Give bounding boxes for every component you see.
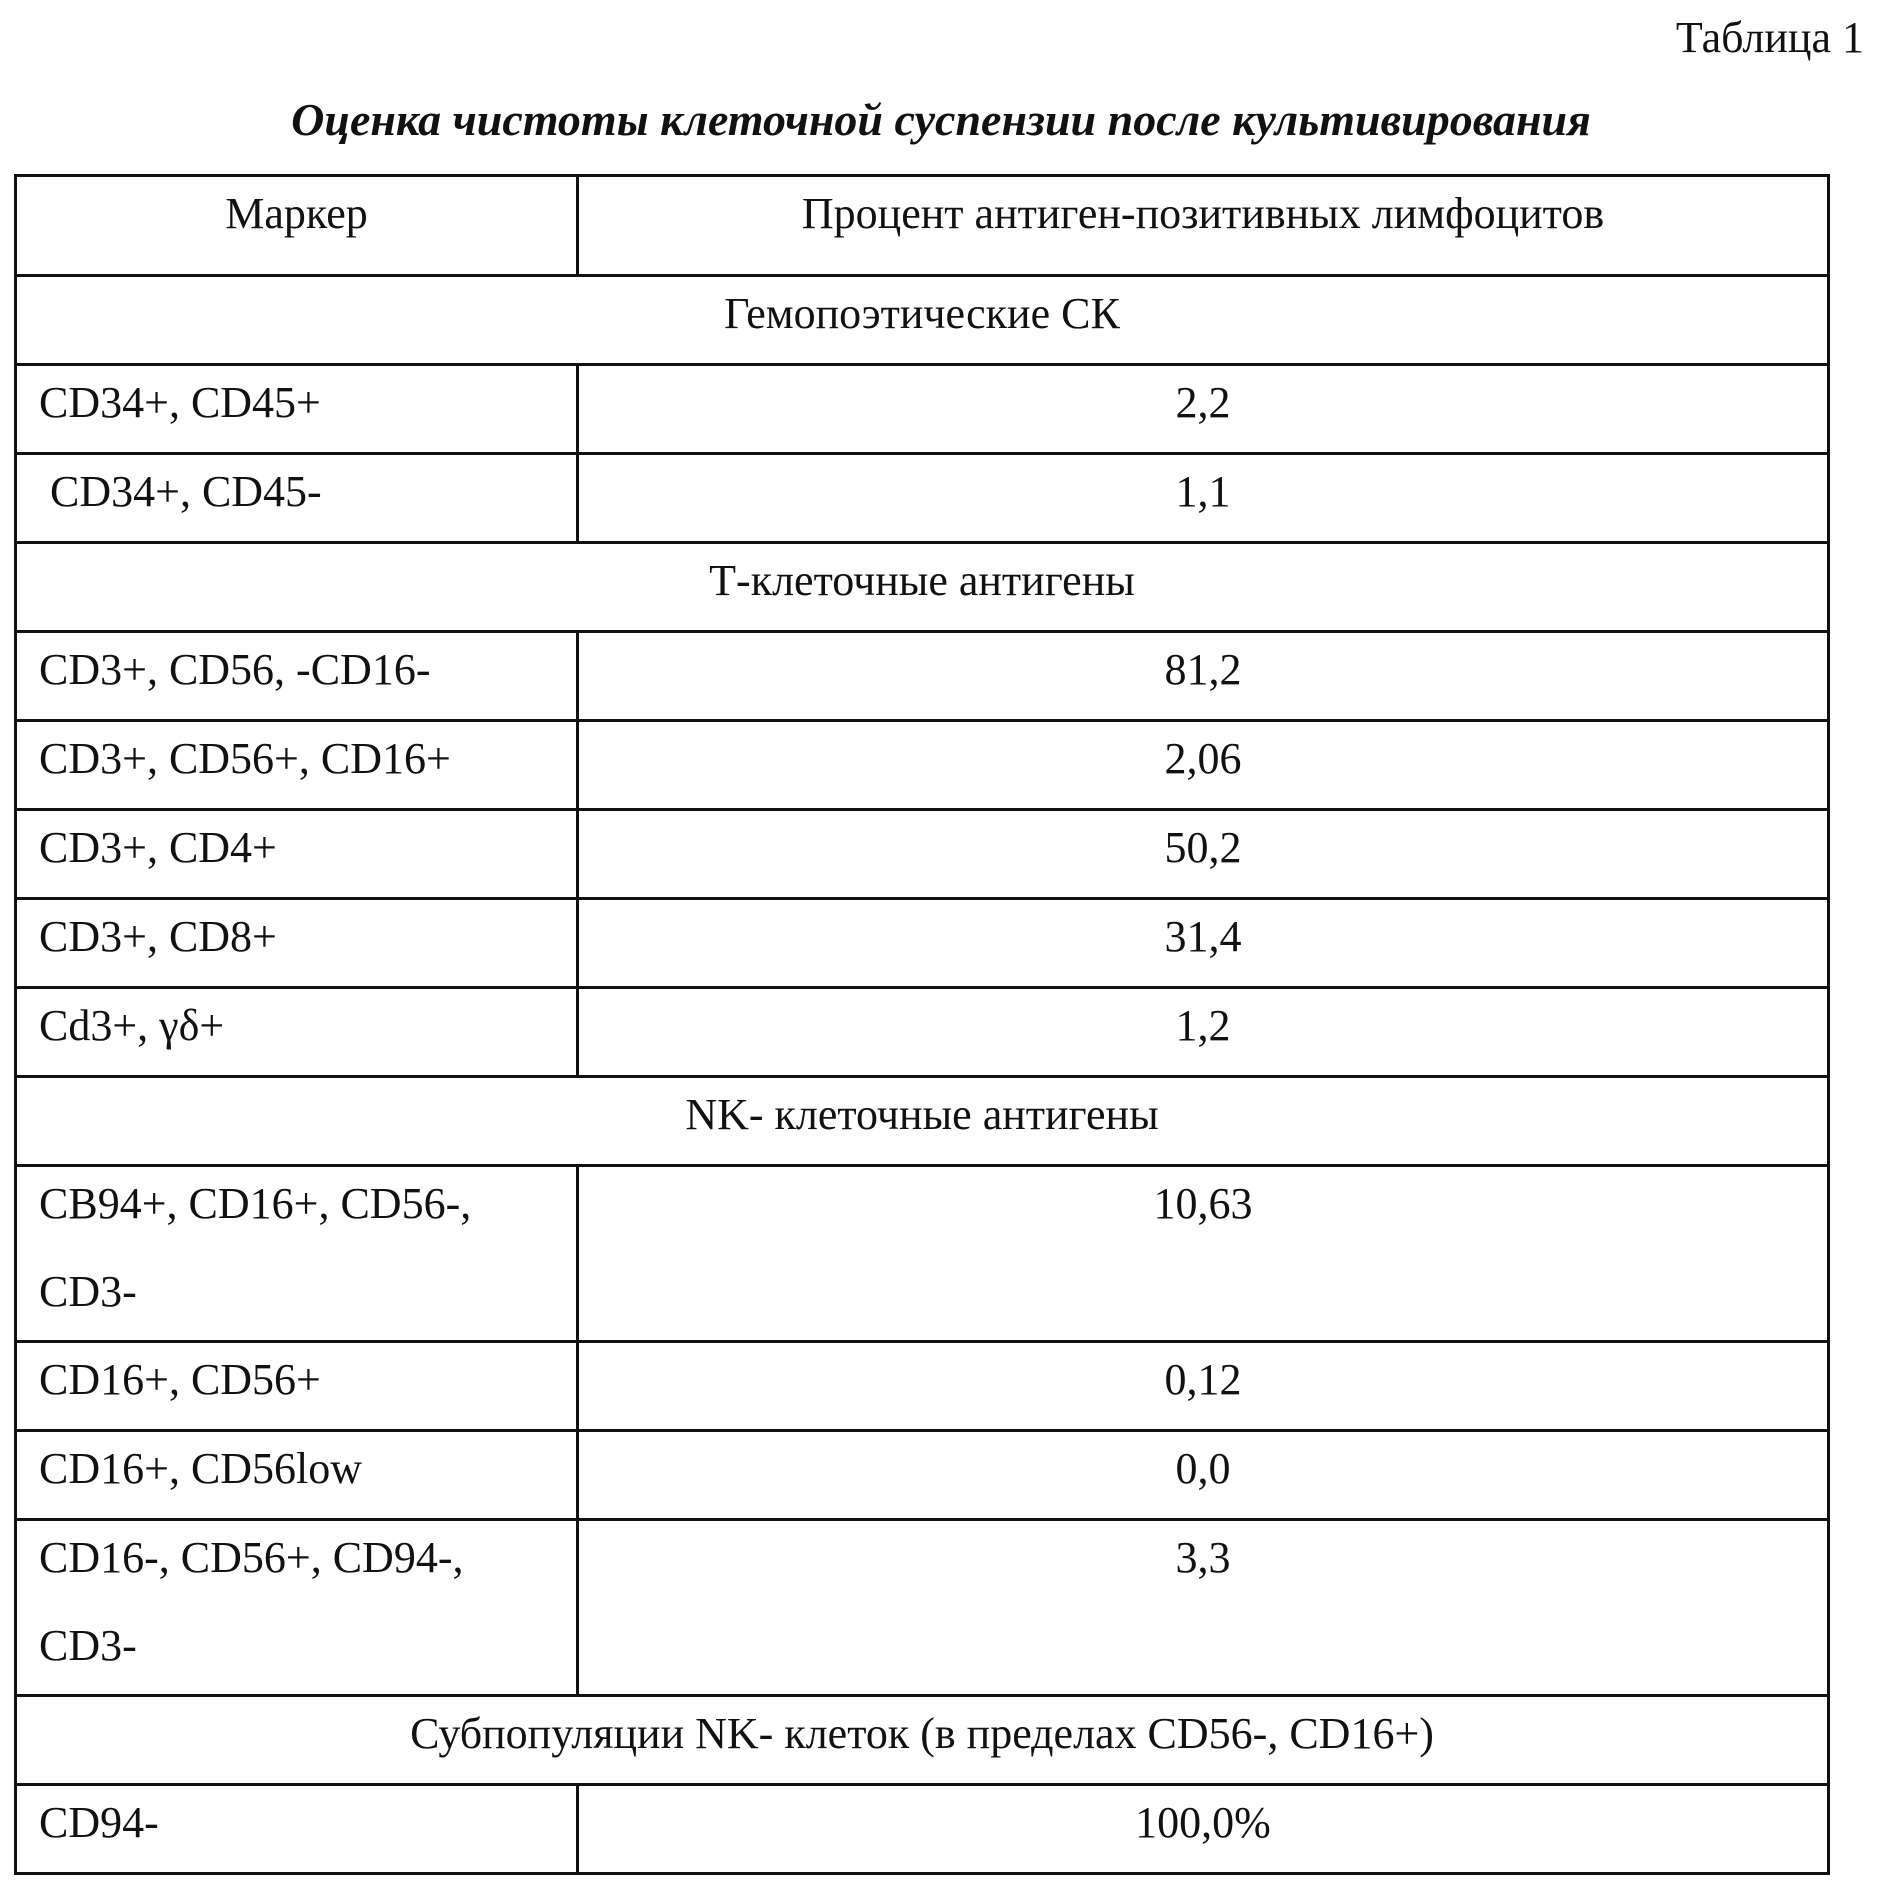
marker-table — [14, 174, 1830, 1875]
marker-text: CD3+, CD56+, CD16+ — [39, 734, 451, 783]
marker-text: CD34+, CD45+ — [39, 378, 321, 427]
percent-cell: 2,06 — [578, 721, 1829, 810]
percent-cell: 1,2 — [578, 988, 1829, 1077]
marker-text: CD16-, CD56+, CD94-, — [39, 1533, 464, 1582]
marker-text: CD16+, CD56+ — [39, 1355, 321, 1404]
header-percent: Процент антиген-позитивных лимфоцитов — [578, 176, 1829, 276]
table-row — [16, 899, 1829, 988]
section-row — [16, 276, 1829, 365]
marker-text: CD16+, CD56low — [39, 1444, 363, 1493]
percent-cell: 2,2 — [578, 365, 1829, 454]
table-row — [16, 1342, 1829, 1431]
marker-text: CD34+, CD45- — [39, 467, 322, 516]
section-row — [16, 1077, 1829, 1166]
marker-text: CD3- — [39, 1267, 137, 1316]
marker-cell — [16, 1431, 578, 1520]
marker-cell — [16, 1785, 578, 1874]
marker-cell — [16, 632, 578, 721]
table-row — [16, 365, 1829, 454]
table-title: Оценка чистоты клеточной суспензии после культивирования — [291, 94, 1591, 145]
marker-text: CB94+, CD16+, CD56-, — [39, 1179, 472, 1228]
section-title: NK- клеточные антигены — [16, 1077, 1829, 1166]
marker-cell — [16, 454, 578, 543]
marker-text: CD3+, CD8+ — [39, 912, 277, 961]
marker-cell — [16, 810, 578, 899]
table-header-row — [16, 176, 1829, 276]
table-row — [16, 810, 1829, 899]
table-row — [16, 721, 1829, 810]
percent-cell: 81,2 — [578, 632, 1829, 721]
marker-cell — [16, 1342, 578, 1431]
percent-cell: 1,1 — [578, 454, 1829, 543]
section-row — [16, 1696, 1829, 1785]
percent-cell: 3,3 — [578, 1520, 1829, 1696]
table-row — [16, 454, 1829, 543]
marker-text: CD3+, CD56, -CD16- — [39, 645, 431, 694]
marker-text: Cd3+, γδ+ — [39, 1001, 225, 1050]
marker-text: CD94- — [39, 1798, 159, 1847]
section-title: Субпопуляции NK- клеток (в пределах CD56-, CD16+) — [16, 1696, 1829, 1785]
marker-cell — [16, 721, 578, 810]
percent-cell: 100,0% — [578, 1785, 1829, 1874]
marker-cell — [16, 365, 578, 454]
table-row — [16, 988, 1829, 1077]
section-title: Т-клеточные антигены — [16, 543, 1829, 632]
marker-text: CD3+, CD4+ — [39, 823, 277, 872]
table-label: Таблица 1 — [1675, 13, 1864, 62]
table-row — [16, 1166, 1829, 1342]
percent-cell: 31,4 — [578, 899, 1829, 988]
marker-cell — [16, 1166, 578, 1342]
table-row — [16, 1431, 1829, 1520]
percent-cell: 0,0 — [578, 1431, 1829, 1520]
marker-cell — [16, 1520, 578, 1696]
section-row — [16, 543, 1829, 632]
table-row — [16, 632, 1829, 721]
header-marker: Маркер — [16, 176, 578, 276]
section-title: Гемопоэтические СК — [16, 276, 1829, 365]
percent-cell: 0,12 — [578, 1342, 1829, 1431]
percent-cell: 10,63 — [578, 1166, 1829, 1342]
table-row — [16, 1785, 1829, 1874]
table-row — [16, 1520, 1829, 1696]
marker-text: CD3- — [39, 1621, 137, 1670]
table-body — [16, 176, 1829, 1874]
marker-cell — [16, 899, 578, 988]
marker-cell — [16, 988, 578, 1077]
percent-cell: 50,2 — [578, 810, 1829, 899]
